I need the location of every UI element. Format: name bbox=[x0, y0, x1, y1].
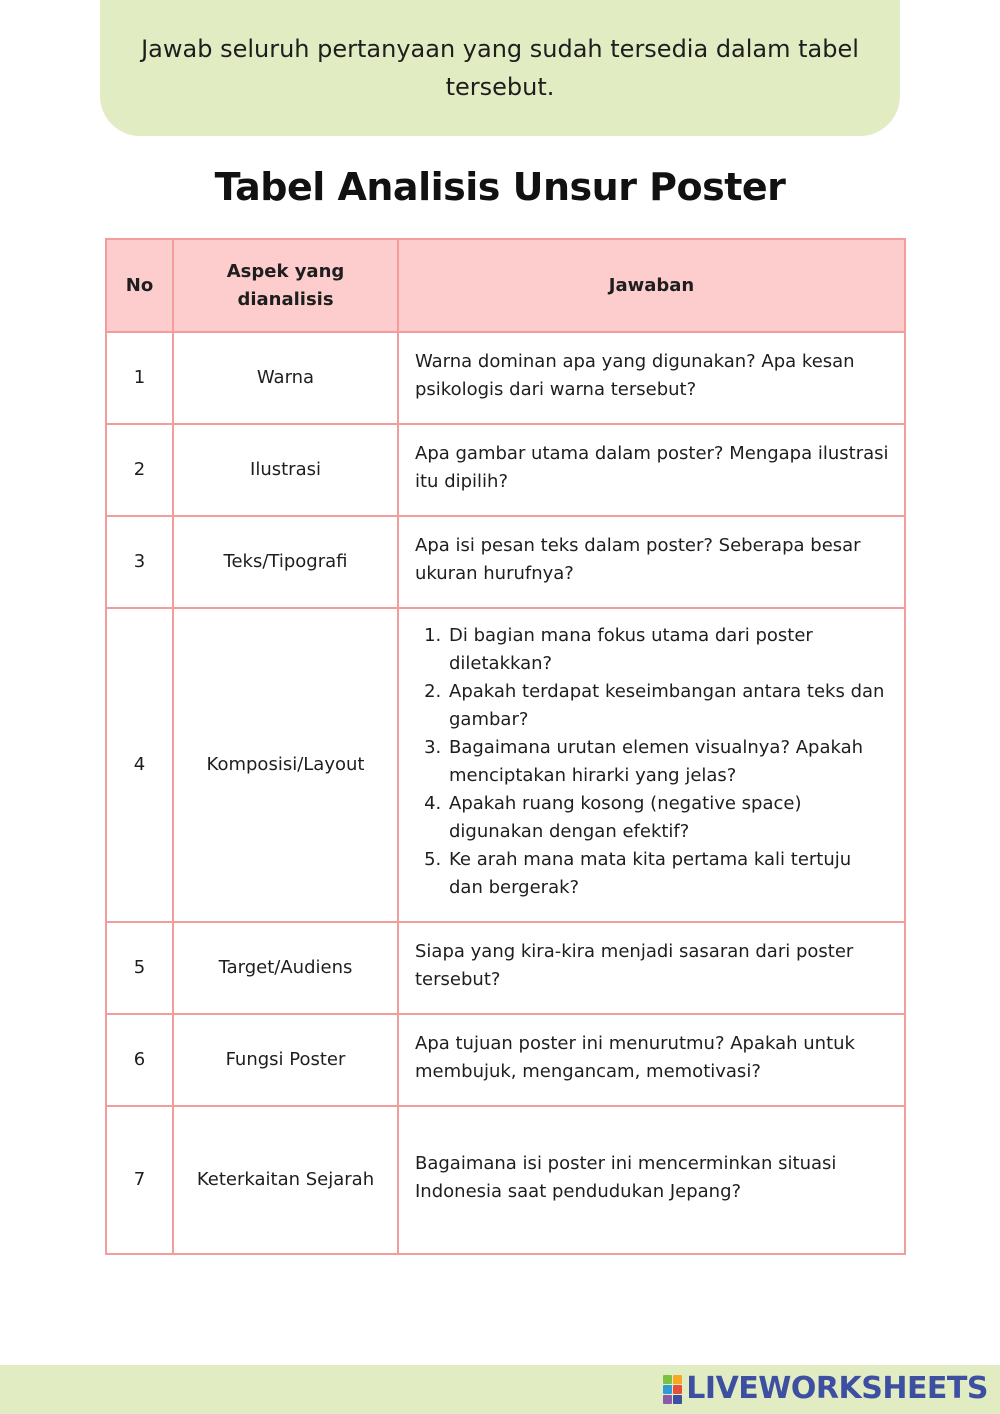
table-row bbox=[106, 516, 905, 608]
header-aspect: Aspek yang dianalisis bbox=[173, 239, 398, 332]
row-aspect: Ilustrasi bbox=[173, 424, 398, 516]
footer-bar bbox=[0, 1365, 1000, 1414]
row-answer bbox=[398, 608, 905, 922]
table-row bbox=[106, 608, 905, 922]
row-number: 4 bbox=[106, 608, 173, 922]
page-title: Tabel Analisis Unsur Poster bbox=[214, 165, 786, 209]
table-row bbox=[106, 332, 905, 424]
row-answer: Siapa yang kira-kira menjadi sasaran dari poster tersebut? bbox=[398, 922, 905, 1014]
row-answer: Bagaimana isi poster ini mencerminkan situasi Indonesia saat pendudukan Jepang? bbox=[398, 1106, 905, 1254]
table-header-row bbox=[106, 239, 905, 332]
table-row bbox=[106, 922, 905, 1014]
row-number: 5 bbox=[106, 922, 173, 1014]
table-row bbox=[106, 424, 905, 516]
row-number: 1 bbox=[106, 332, 173, 424]
table-row bbox=[106, 1106, 905, 1254]
analysis-table bbox=[105, 238, 906, 1255]
row-number: 7 bbox=[106, 1106, 173, 1254]
brand-link[interactable] bbox=[663, 1372, 988, 1406]
header-answer: Jawaban bbox=[398, 239, 905, 332]
composition-question-list bbox=[415, 622, 890, 902]
row-aspect: Komposisi/Layout bbox=[173, 608, 398, 922]
brand-name: LIVEWORKSHEETS bbox=[686, 1371, 988, 1406]
list-item: 3. Bagaimana urutan elemen visualnya? Apakah menciptakan hirarki yang jelas? bbox=[447, 734, 890, 790]
row-answer: Apa isi pesan teks dalam poster? Seberapa besar ukuran hurufnya? bbox=[398, 516, 905, 608]
header-no: No bbox=[106, 239, 173, 332]
row-aspect: Fungsi Poster bbox=[173, 1014, 398, 1106]
list-item: 1. Di bagian mana fokus utama dari poster diletakkan? bbox=[447, 622, 890, 678]
row-answer: Warna dominan apa yang digunakan? Apa kesan psikologis dari warna tersebut? bbox=[398, 332, 905, 424]
instruction-banner bbox=[100, 0, 900, 136]
row-number: 3 bbox=[106, 516, 173, 608]
row-aspect: Keterkaitan Sejarah bbox=[173, 1106, 398, 1254]
row-number: 2 bbox=[106, 424, 173, 516]
list-item: 4. Apakah ruang kosong (negative space) digunakan dengan efektif? bbox=[447, 790, 890, 846]
instruction-text: Jawab seluruh pertanyaan yang sudah tersedia dalam tabel tersebut. bbox=[141, 35, 859, 101]
table-row bbox=[106, 1014, 905, 1106]
list-item: 2. Apakah terdapat keseimbangan antara teks dan gambar? bbox=[447, 678, 890, 734]
row-aspect: Warna bbox=[173, 332, 398, 424]
list-item: 5. Ke arah mana mata kita pertama kali tertuju dan bergerak? bbox=[447, 846, 890, 902]
row-aspect: Target/Audiens bbox=[173, 922, 398, 1014]
row-aspect: Teks/Tipografi bbox=[173, 516, 398, 608]
row-answer: Apa tujuan poster ini menurutmu? Apakah untuk membujuk, mengancam, memotivasi? bbox=[398, 1014, 905, 1106]
row-number: 6 bbox=[106, 1014, 173, 1106]
row-answer: Apa gambar utama dalam poster? Mengapa ilustrasi itu dipilih? bbox=[398, 424, 905, 516]
liveworksheets-logo-icon bbox=[663, 1375, 682, 1404]
